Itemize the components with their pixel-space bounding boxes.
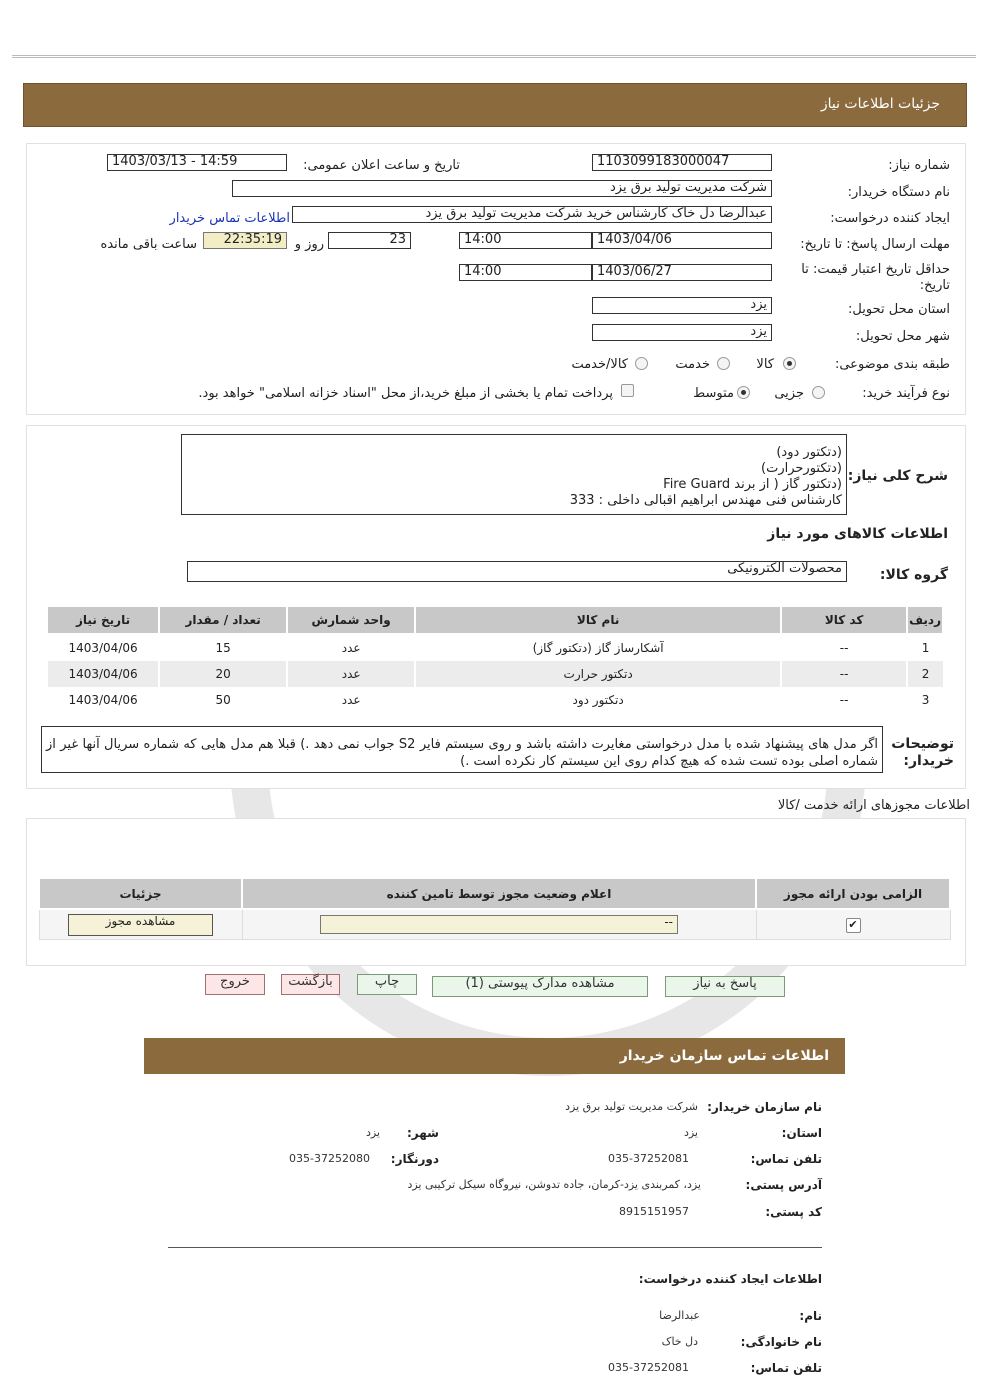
announce-label: تاریخ و ساعت اعلان عمومی: — [303, 158, 460, 173]
creator-name-value: عبدالرضا — [659, 1309, 700, 1322]
goods-group-label: گروه کالا: — [879, 567, 948, 583]
process-radio-medium[interactable] — [737, 386, 750, 399]
contact-city-label: شهر: — [407, 1126, 439, 1140]
creator-family-value: دل خاک — [661, 1335, 698, 1348]
remaining-label: ساعت باقی مانده — [100, 237, 197, 252]
contact-address-label: آدرس پستی: — [745, 1178, 822, 1192]
license-status-cell — [242, 909, 756, 940]
price-validity-date-field[interactable]: 1403/06/27 — [592, 264, 772, 281]
reply-button[interactable]: پاسخ به نیاز — [665, 976, 785, 997]
need-number-label: شماره نیاز: — [888, 158, 950, 173]
col-code: کد کالا — [781, 606, 907, 634]
col-license-required: الزامی بودن ارائه مجوز — [756, 878, 950, 909]
cell-code: -- — [781, 634, 907, 661]
buyer-notes-box: اگر مدل های پیشنهاد شده با مدل درخواستی مغایرت داشته باشد و روی سیستم فایر S2 جواب نمی دهد .) قبلا هم مدل هایی که شماره سریال آنها غیر از شماره اصلی بوده تست شده که هیچ کدام روی این سیستم کار نکرده است .) — [41, 726, 883, 773]
contact-phone-label: تلفن تماس: — [750, 1152, 822, 1166]
reply-date-field[interactable]: 1403/04/06 — [592, 232, 772, 249]
cell-date: 1403/04/06 — [47, 634, 159, 661]
contact-header — [144, 1038, 845, 1074]
category-label: طبقه بندی موضوعی: — [834, 357, 950, 372]
creator-label: ایجاد کننده درخواست: — [830, 211, 950, 226]
exit-button[interactable]: خروج — [205, 974, 265, 995]
back-button[interactable]: بازگشت — [281, 974, 340, 995]
contact-org-value: شرکت مدیریت تولید برق یزد — [565, 1100, 698, 1113]
contact-city-value: یزد — [365, 1126, 380, 1139]
license-row — [39, 909, 950, 940]
process-label: نوع فرآیند خرید: — [862, 386, 950, 401]
announce-field[interactable]: 1403/03/13 - 14:59 — [107, 154, 287, 171]
goods-table — [46, 605, 944, 713]
cell-unit: عدد — [287, 687, 415, 713]
cell-qty: 20 — [159, 661, 287, 687]
description-label: شرح کلی نیاز: — [847, 468, 948, 484]
buyer-notes-label: توضیحات خریدار: — [891, 736, 954, 769]
category-radio-service[interactable] — [717, 357, 730, 370]
category-radio-goods[interactable] — [783, 357, 796, 370]
cell-row: 3 — [907, 687, 943, 713]
description-line: (دتکتور دود) — [776, 445, 842, 460]
attachments-button[interactable]: مشاهده مدارک پیوستی (1) — [432, 976, 648, 997]
days-field: 23 — [328, 232, 411, 249]
price-validity-time-field[interactable]: 14:00 — [459, 264, 592, 281]
creator-field[interactable]: عبدالرضا دل خاک کارشناس خرید شرکت مدیریت تولید برق یزد — [292, 206, 772, 223]
licenses-table-header — [39, 878, 950, 909]
cell-name: دتکتور حرارت — [415, 661, 781, 687]
buyer-org-label: نام دستگاه خریدار: — [847, 185, 950, 200]
process-radio-minor[interactable] — [812, 386, 825, 399]
process-option-minor: جزیی — [774, 386, 804, 401]
need-number-field[interactable]: 1103099183000047 — [592, 154, 772, 171]
table-row — [47, 687, 943, 713]
cell-unit: عدد — [287, 634, 415, 661]
licenses-table — [38, 877, 951, 940]
contact-postal-label: کد پستی: — [765, 1205, 822, 1219]
col-unit: واحد شمارش — [287, 606, 415, 634]
creator-phone-value: 035-37252081 — [608, 1361, 689, 1374]
cell-name: آشکارساز گاز (دتکتور گاز) — [415, 634, 781, 661]
buyer-org-field[interactable]: شرکت مدیریت تولید برق یزد — [232, 180, 772, 197]
top-divider — [12, 55, 976, 58]
table-row — [47, 634, 943, 661]
treasury-payment-note: پرداخت تمام یا بخشی از مبلغ خرید،از محل "اسناد خزانه اسلامی" خواهد بود. — [198, 386, 613, 401]
contact-province-value: یزد — [683, 1126, 698, 1139]
col-license-status: اعلام وضعیت مجوز توسط تامین کننده — [242, 878, 756, 909]
province-label: استان محل تحویل: — [848, 302, 950, 317]
contact-title: اطلاعات تماس سازمان خریدار — [619, 1048, 829, 1064]
contact-province-label: استان: — [781, 1126, 822, 1140]
contact-address-value: یزد، کمربندی یزد-کرمان، جاده تدوشن، نیروگاه سیکل ترکیبی یزد — [407, 1178, 701, 1191]
col-license-details: جزئیات — [39, 878, 242, 909]
cell-code: -- — [781, 661, 907, 687]
creator-name-label: نام: — [799, 1309, 822, 1323]
col-row: ردیف — [907, 606, 943, 634]
view-license-button[interactable]: مشاهده مجوز — [68, 914, 213, 936]
cell-date: 1403/04/06 — [47, 687, 159, 713]
goods-table-header — [47, 606, 943, 634]
description-line: کارشناس فنی مهندس ابراهیم اقبالی داخلی : 333 — [569, 493, 842, 508]
cell-qty: 15 — [159, 634, 287, 661]
reply-time-field[interactable]: 14:00 — [459, 232, 592, 249]
col-name: نام کالا — [415, 606, 781, 634]
process-option-medium: متوسط — [693, 386, 734, 401]
page-title: جزئیات اطلاعات نیاز — [820, 96, 940, 112]
license-required-cell — [756, 909, 950, 940]
cell-row: 2 — [907, 661, 943, 687]
category-option-both: کالا/خدمت — [571, 357, 628, 372]
city-field[interactable]: یزد — [592, 324, 772, 341]
col-qty: تعداد / مقدار — [159, 606, 287, 634]
city-label: شهر محل تحویل: — [855, 329, 950, 344]
col-date: تاریخ نیاز — [47, 606, 159, 634]
price-validity-label: حداقل تاریخ اعتبار قیمت: تا تاریخ: — [801, 262, 950, 293]
category-option-goods: کالا — [756, 357, 774, 372]
license-details-cell — [39, 909, 242, 940]
creator-phone-label: تلفن تماس: — [750, 1361, 822, 1375]
license-status-field[interactable]: -- — [320, 915, 678, 934]
description-line: (دتکتورحرارت) — [761, 461, 842, 476]
creator-family-label: نام خانوادگی: — [740, 1335, 822, 1349]
treasury-payment-checkbox[interactable] — [621, 384, 634, 397]
category-option-service: خدمت — [675, 357, 710, 372]
table-row — [47, 661, 943, 687]
cell-unit: عدد — [287, 661, 415, 687]
description-box — [181, 434, 847, 515]
cell-code: -- — [781, 687, 907, 713]
license-required-checkbox: ✔ — [846, 918, 861, 933]
contact-postal-value: 8915151957 — [619, 1205, 689, 1218]
category-radio-both[interactable] — [635, 357, 648, 370]
days-label: روز و — [294, 237, 324, 252]
contact-phone-value: 035-37252081 — [608, 1152, 689, 1165]
reply-deadline-label: مهلت ارسال پاسخ: تا تاریخ: — [800, 237, 950, 252]
cell-date: 1403/04/06 — [47, 661, 159, 687]
goods-group-field[interactable]: محصولات الکترونیکی — [187, 561, 847, 582]
buyer-contact-link[interactable]: اطلاعات تماس خریدار — [169, 211, 290, 226]
description-line: (دتکتور گاز ( از برند Fire Guard — [663, 477, 842, 492]
remaining-time-field: 22:35:19 — [203, 232, 287, 249]
contact-fax-value: 035-37252080 — [289, 1152, 370, 1165]
cell-row: 1 — [907, 634, 943, 661]
province-field[interactable]: یزد — [592, 297, 772, 314]
creator-info-title: اطلاعات ایجاد کننده درخواست: — [638, 1272, 822, 1286]
goods-section-title: اطلاعات کالاهای مورد نیاز — [767, 526, 948, 542]
licenses-title: اطلاعات مجوزهای ارائه خدمت /کالا — [777, 798, 970, 813]
cell-name: دتکتور دود — [415, 687, 781, 713]
page-header — [23, 83, 967, 127]
contact-org-label: نام سازمان خریدار: — [707, 1100, 822, 1114]
contact-divider — [168, 1247, 822, 1248]
print-button[interactable]: چاپ — [357, 974, 417, 995]
contact-fax-label: دورنگار: — [390, 1152, 439, 1166]
cell-qty: 50 — [159, 687, 287, 713]
